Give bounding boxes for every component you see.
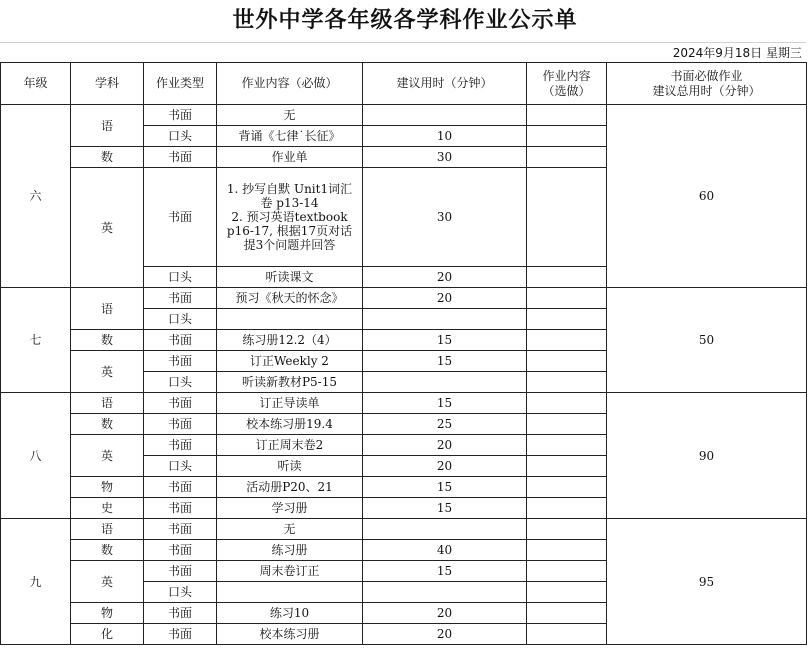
table-row [1, 105, 807, 126]
header-content-required: 作业内容（必做） [217, 63, 363, 105]
time-cell: 15 [363, 561, 527, 582]
table-row [1, 519, 807, 540]
total-time-cell: 95 [607, 519, 807, 645]
content-cell: 订正导读单 [217, 393, 363, 414]
optional-cell [527, 477, 607, 498]
time-cell: 20 [363, 624, 527, 645]
time-cell [363, 105, 527, 126]
grade-cell: 九 [1, 519, 71, 645]
content-cell: 作业单 [217, 147, 363, 168]
content-cell: 听读课文 [217, 267, 363, 288]
time-cell: 15 [363, 477, 527, 498]
content-line: 提3个问题并回答 [243, 238, 336, 252]
content-line: 卷 p13-14 [260, 196, 319, 210]
type-cell: 口头 [144, 267, 217, 288]
subject-cell: 数 [71, 540, 144, 561]
optional-cell [527, 519, 607, 540]
grade-cell: 六 [1, 105, 71, 288]
subject-cell: 物 [71, 477, 144, 498]
grid-divider [0, 42, 806, 43]
type-cell: 书面 [144, 603, 217, 624]
header-subject: 学科 [71, 63, 144, 105]
type-cell: 书面 [144, 393, 217, 414]
content-cell: 订正周末卷2 [217, 435, 363, 456]
header-type: 作业类型 [144, 63, 217, 105]
grade-cell: 八 [1, 393, 71, 519]
time-cell: 10 [363, 126, 527, 147]
type-cell: 口头 [144, 372, 217, 393]
optional-cell [527, 147, 607, 168]
optional-cell [527, 309, 607, 330]
type-cell: 口头 [144, 126, 217, 147]
header-grade: 年级 [1, 63, 71, 105]
subject-cell: 语 [71, 105, 144, 147]
optional-cell [527, 372, 607, 393]
content-cell: 练习册12.2（4） [217, 330, 363, 351]
header-content-optional [527, 63, 607, 105]
content-cell: 订正Weekly 2 [217, 351, 363, 372]
homework-table [0, 62, 807, 645]
optional-cell [527, 414, 607, 435]
time-cell [363, 309, 527, 330]
subject-cell: 数 [71, 147, 144, 168]
content-cell: 活动册P20、21 [217, 477, 363, 498]
content-line: 1. 抄写自默 Unit1词汇 [226, 182, 353, 196]
type-cell: 书面 [144, 435, 217, 456]
content-cell: 练习10 [217, 603, 363, 624]
optional-cell [527, 540, 607, 561]
content-line: p16-17, 根据17页对话 [226, 224, 353, 238]
header-total-time-line2: 建议总用时（分钟） [652, 83, 761, 98]
optional-cell [527, 105, 607, 126]
type-cell: 书面 [144, 519, 217, 540]
type-cell: 口头 [144, 582, 217, 603]
optional-cell [527, 267, 607, 288]
header-row [1, 63, 807, 105]
content-cell: 听读 [217, 456, 363, 477]
optional-cell [527, 456, 607, 477]
content-cell [217, 582, 363, 603]
page-title: 世外中学各年级各学科作业公示单 [232, 8, 578, 33]
optional-cell [527, 624, 607, 645]
time-cell: 30 [363, 168, 527, 267]
content-cell: 周末卷订正 [217, 561, 363, 582]
subject-cell: 英 [71, 351, 144, 393]
header-content-optional-line1: 作业内容 [542, 68, 591, 83]
content-cell: 预习《秋天的怀念》 [217, 288, 363, 309]
optional-cell [527, 168, 607, 267]
type-cell: 书面 [144, 168, 217, 267]
optional-cell [527, 351, 607, 372]
subject-cell: 语 [71, 288, 144, 330]
header-total-time-line1: 书面必做作业 [670, 68, 743, 83]
content-line: 2. 预习英语textbook [231, 210, 348, 224]
time-cell: 20 [363, 456, 527, 477]
subject-cell: 数 [71, 330, 144, 351]
content-cell: 无 [217, 519, 363, 540]
table-row [1, 288, 807, 309]
type-cell: 书面 [144, 351, 217, 372]
time-cell: 20 [363, 435, 527, 456]
content-cell [217, 168, 363, 267]
content-cell: 练习册 [217, 540, 363, 561]
time-cell [363, 519, 527, 540]
subject-cell: 史 [71, 498, 144, 519]
grade-cell: 七 [1, 288, 71, 393]
time-cell: 25 [363, 414, 527, 435]
time-cell [363, 582, 527, 603]
type-cell: 书面 [144, 540, 217, 561]
type-cell: 书面 [144, 561, 217, 582]
header-content-optional-line2: （选做） [542, 83, 591, 98]
type-cell: 书面 [144, 477, 217, 498]
content-cell: 背诵《七律˙长征》 [217, 126, 363, 147]
time-cell [363, 372, 527, 393]
header-suggested-time: 建议用时（分钟） [363, 63, 527, 105]
subject-cell: 英 [71, 561, 144, 603]
subject-cell: 英 [71, 168, 144, 288]
optional-cell [527, 498, 607, 519]
type-cell: 书面 [144, 330, 217, 351]
date-label: 2024年9月18日 星期三 [672, 46, 802, 60]
time-cell: 15 [363, 498, 527, 519]
time-cell: 15 [363, 351, 527, 372]
time-cell: 30 [363, 147, 527, 168]
type-cell: 书面 [144, 105, 217, 126]
time-cell: 15 [363, 330, 527, 351]
type-cell: 书面 [144, 624, 217, 645]
content-cell [217, 309, 363, 330]
content-cell: 校本练习册 [217, 624, 363, 645]
table-row [1, 393, 807, 414]
type-cell: 书面 [144, 147, 217, 168]
optional-cell [527, 288, 607, 309]
optional-cell [527, 126, 607, 147]
type-cell: 书面 [144, 288, 217, 309]
optional-cell [527, 582, 607, 603]
optional-cell [527, 603, 607, 624]
type-cell: 书面 [144, 414, 217, 435]
time-cell: 20 [363, 267, 527, 288]
header-total-time [607, 63, 807, 105]
subject-cell: 语 [71, 519, 144, 540]
optional-cell [527, 393, 607, 414]
time-cell: 15 [363, 393, 527, 414]
subject-cell: 数 [71, 414, 144, 435]
type-cell: 口头 [144, 456, 217, 477]
type-cell: 口头 [144, 309, 217, 330]
time-cell: 40 [363, 540, 527, 561]
type-cell: 书面 [144, 498, 217, 519]
subject-cell: 英 [71, 435, 144, 477]
content-cell: 校本练习册19.4 [217, 414, 363, 435]
content-cell: 听读新教材P5-15 [217, 372, 363, 393]
subject-cell: 语 [71, 393, 144, 414]
total-time-cell: 60 [607, 105, 807, 288]
optional-cell [527, 330, 607, 351]
total-time-cell: 90 [607, 393, 807, 519]
optional-cell [527, 435, 607, 456]
optional-cell [527, 561, 607, 582]
subject-cell: 化 [71, 624, 144, 645]
total-time-cell: 50 [607, 288, 807, 393]
content-cell: 学习册 [217, 498, 363, 519]
subject-cell: 物 [71, 603, 144, 624]
time-cell: 20 [363, 603, 527, 624]
time-cell: 20 [363, 288, 527, 309]
content-cell: 无 [217, 105, 363, 126]
